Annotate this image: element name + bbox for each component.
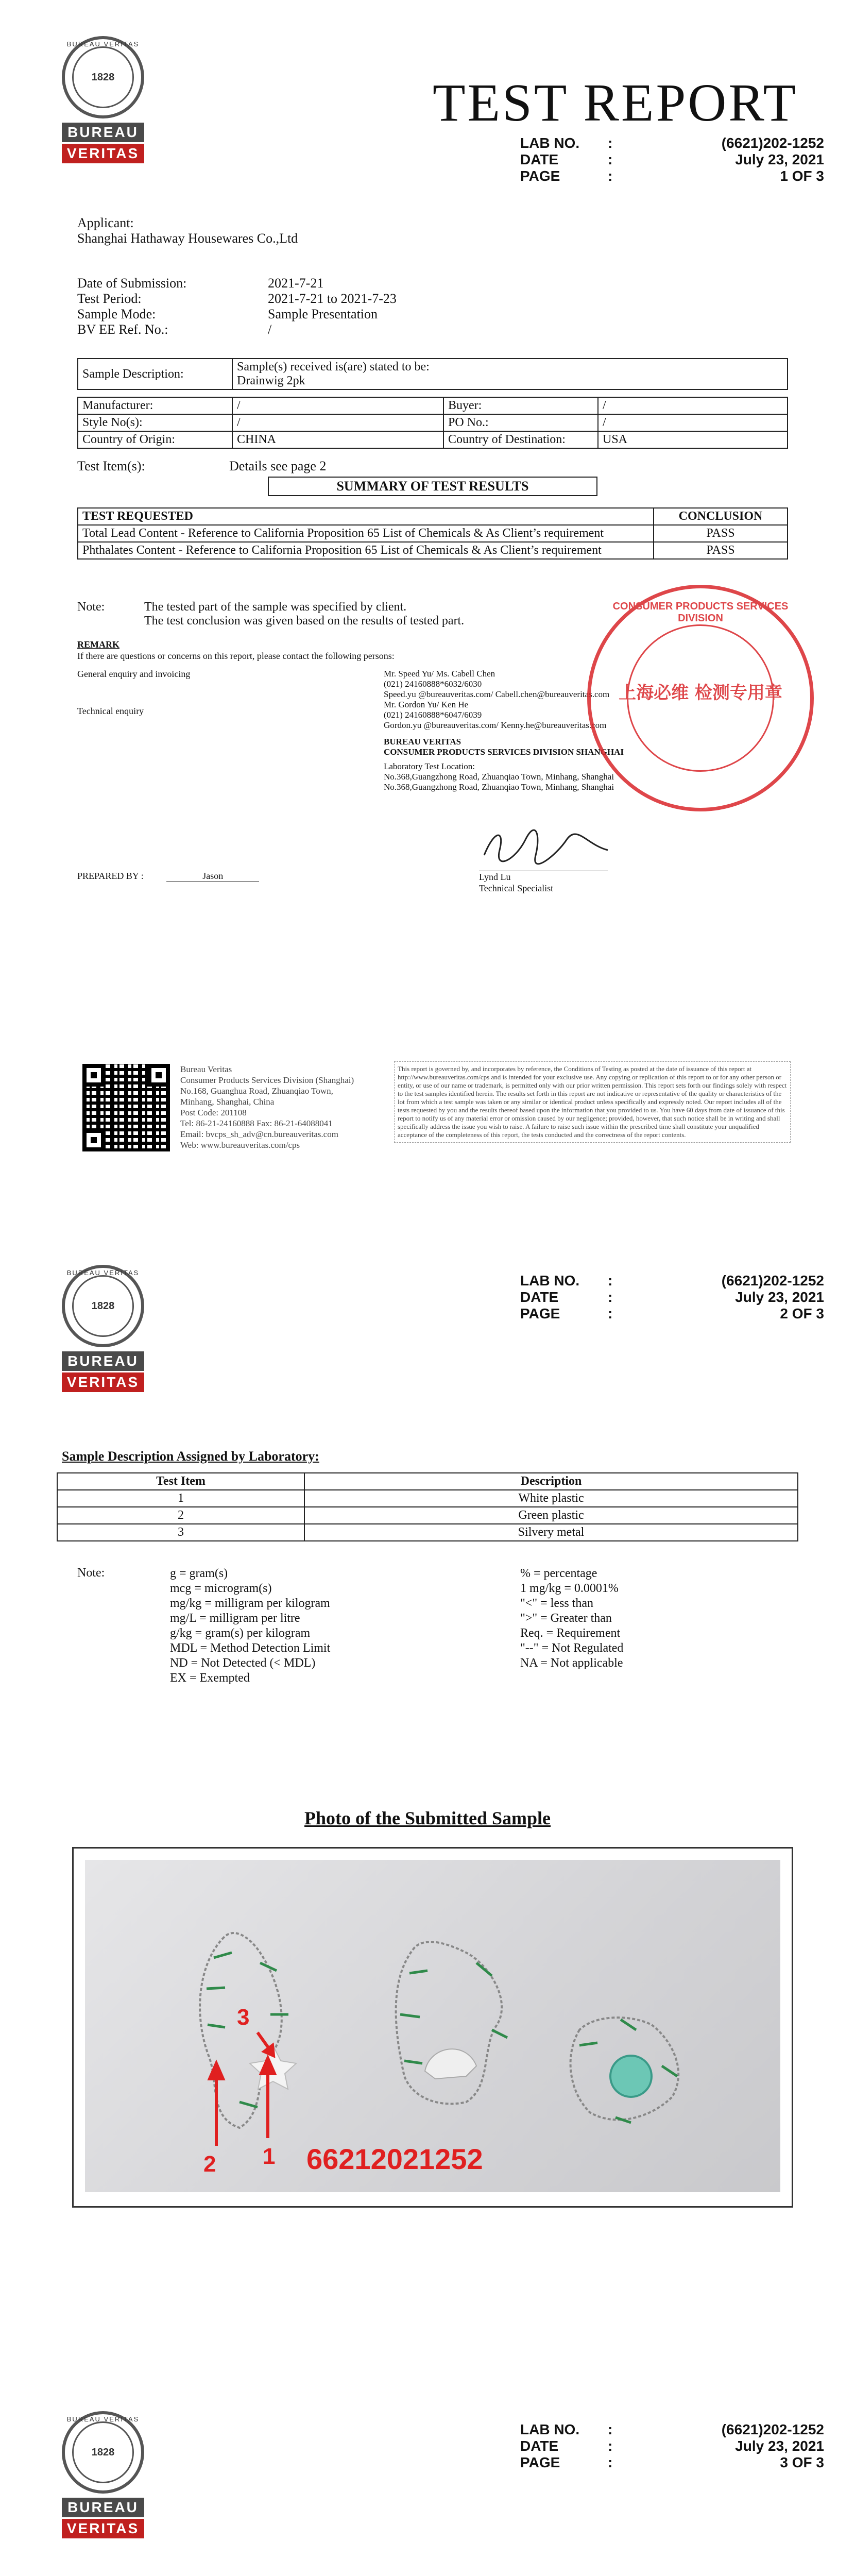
bureau-veritas-logo-p3: BUREAU VERITAS 1828 BUREAU VERITAS [62,2411,144,2538]
signatory: Lynd Lu Technical Specialist [479,871,608,894]
bureau-veritas-logo-p2: BUREAU VERITAS 1828 BUREAU VERITAS [62,1265,144,1392]
abbreviation-item: g = gram(s) [170,1567,228,1580]
report-header-info-p3: LAB NO. : (6621)202-1252 DATE : July 23, 2021 PAGE : 3 OF 3 [520,2421,824,2470]
abbreviation-item: % = percentage [520,1567,597,1580]
abbreviation-item: MDL = Method Detection Limit [170,1641,331,1655]
photo-label-2: 2 [203,2151,216,2177]
submission-info: Date of Submission: 2021-7-21 Test Period: 2021-7-21 to 2021-7-23 Sample Mode: Sample Presentation BV EE Ref. No.: / [77,276,397,337]
sample-green-disc [610,2056,652,2097]
photo-label-1: 1 [263,2144,276,2169]
report-header-info-p2: LAB NO. : (6621)202-1252 DATE : July 23, 2021 PAGE : 2 OF 3 [520,1273,824,1321]
remark-block: REMARK If there are questions or concerns on this report, please contact the following persons: [77,639,395,661]
abbreviation-item: "<" = less than [520,1597,593,1610]
general-enquiry-label: General enquiry and invoicing [77,669,191,679]
bv-organization: BUREAU VERITAS CONSUMER PRODUCTS SERVICES DIVISION SHANGHAI Laboratory Test Location: No.368,Guangzhong Road, Zhuanqiao Town, Minhang, Shanghai No.368,Guangzhong Road, Zhuanqiao Town, Minhang, Shanghai [384,737,624,792]
abbreviation-item: ND = Not Detected (< MDL) [170,1656,316,1670]
technical-enquiry-label: Technical enquiry [77,706,144,716]
photo-label-3: 3 [237,2005,250,2030]
photo-title: Photo of the Submitted Sample [304,1808,551,1828]
sample-description-table: Sample Description: Sample(s) received is(are) stated to be: Drainwig 2pk [77,358,788,390]
footer-terms: This report is governed by, and incorporates by reference, the Conditions of Testing as posted at the date of issuance of this report at http://www.bureauveritas.com/cps and is intended for your exclusive use. Any copying or replication of this report to or for any other person or entity, or use of our name or trademark, is permitted only with our prior written permission. This report sets forth our findings solely with respect to the test samples identified herein. The results set forth in this report are not indicative or representative of the quality or characteristics of the lot from which a test sample was taken or any similar or identical product unless specifically and expressly noted. Our report includes all of the tests requested by you and the results thereof based upon the information that you provided to us. You have 60 days from date of issuance of this report to notify us of any material error or omission caused by our negligence; provided, however, that such notice shall be in writing and shall specifically address the issue you wish to raise. A failure to raise such issue within the prescribed time shall constitute your unqualified acceptance of the completeness of this report, the tests conducted and the correctness of the report contents. [394,1061,791,1143]
abbreviations-right [520,1566,623,1671]
abbreviation-note-label: Note: [77,1566,105,1580]
abbreviation-item: mg/L = milligram per litre [170,1612,300,1625]
contacts-block: Mr. Speed Yu/ Ms. Cabell Chen (021) 24160888*6032/6030 Speed.yu @bureauveritas.com/ Cabell.chen@bureauveritas.com Mr. Gordon Yu/ Ken He (021) 24160888*6047/6039 Gordon.yu @bureauveritas.com/ Kenny.he@bureauveritas.com [384,669,610,730]
abbreviation-item: Req. = Requirement [520,1626,621,1640]
sample-shell [425,2049,476,2079]
abbreviation-item: EX = Exempted [170,1671,250,1685]
signature-scribble [479,824,613,871]
abbreviation-item: mcg = microgram(s) [170,1582,272,1595]
sample-details-table: Manufacturer: / Buyer: / Style No(s): / PO No.: / Country of Origin: CHINA Country of Destination: USA [77,397,788,449]
sample-photo [85,1860,780,2192]
abbreviation-item: "--" = Not Regulated [520,1641,624,1655]
applicant-block: Applicant: Shanghai Hathaway Housewares Co.,Ltd [77,215,298,246]
lab-sample-table: Test Item Description 1 White plastic 2 Green plastic 3 Silvery metal [57,1472,798,1541]
sample-description-title: Sample Description Assigned by Laboratory: [62,1449,319,1464]
report-header-info: LAB NO. : (6621)202-1252 DATE : July 23, 2021 PAGE : 1 OF 3 [520,135,824,184]
abbreviations-left [170,1566,330,1686]
photo-sample-id: 66212021252 [306,2143,483,2175]
footer-address: Bureau Veritas Consumer Products Services Division (Shanghai) No.168, Guanghua Road, Zhuanqiao Town, Minhang, Shanghai, China Post Code: 201108 Tel: 86-21-24160888 Fax: 86-21-64088041 Email: bvcps_sh_adv@cn.bureauveritas.com Web: www.bureauveritas.com/cps [180,1064,354,1150]
abbreviation-item: ">" = Greater than [520,1612,612,1625]
prepared-by: PREPARED BY : Jason [77,871,259,882]
abbreviation-item: g/kg = gram(s) per kilogram [170,1626,311,1640]
official-stamp: CONSUMER PRODUCTS SERVICES DIVISION 上海必维 检测专用章 [587,585,814,811]
abbreviation-item: 1 mg/kg = 0.0001% [520,1582,619,1595]
summary-table: TEST REQUESTED CONCLUSION Total Lead Content - Reference to California Proposition 65 List of Chemicals & As Client’s requirement PASS Phthalates Content - Reference to California Proposition 65 List of Chemicals & As Client’s requirement PASS [77,507,788,560]
summary-title: SUMMARY OF TEST RESULTS [268,477,597,496]
note-block: Note: The tested part of the sample was specified by client. The test conclusion was given based on the results of tested part. [77,600,465,628]
report-title: TEST REPORT [433,73,798,132]
abbreviation-item: NA = Not applicable [520,1656,623,1670]
test-items: Test Item(s): Details see page 2 [77,459,327,473]
bureau-veritas-logo: BUREAU VERITAS 1828 BUREAU VERITAS [62,36,144,163]
abbreviation-item: mg/kg = milligram per kilogram [170,1597,330,1610]
